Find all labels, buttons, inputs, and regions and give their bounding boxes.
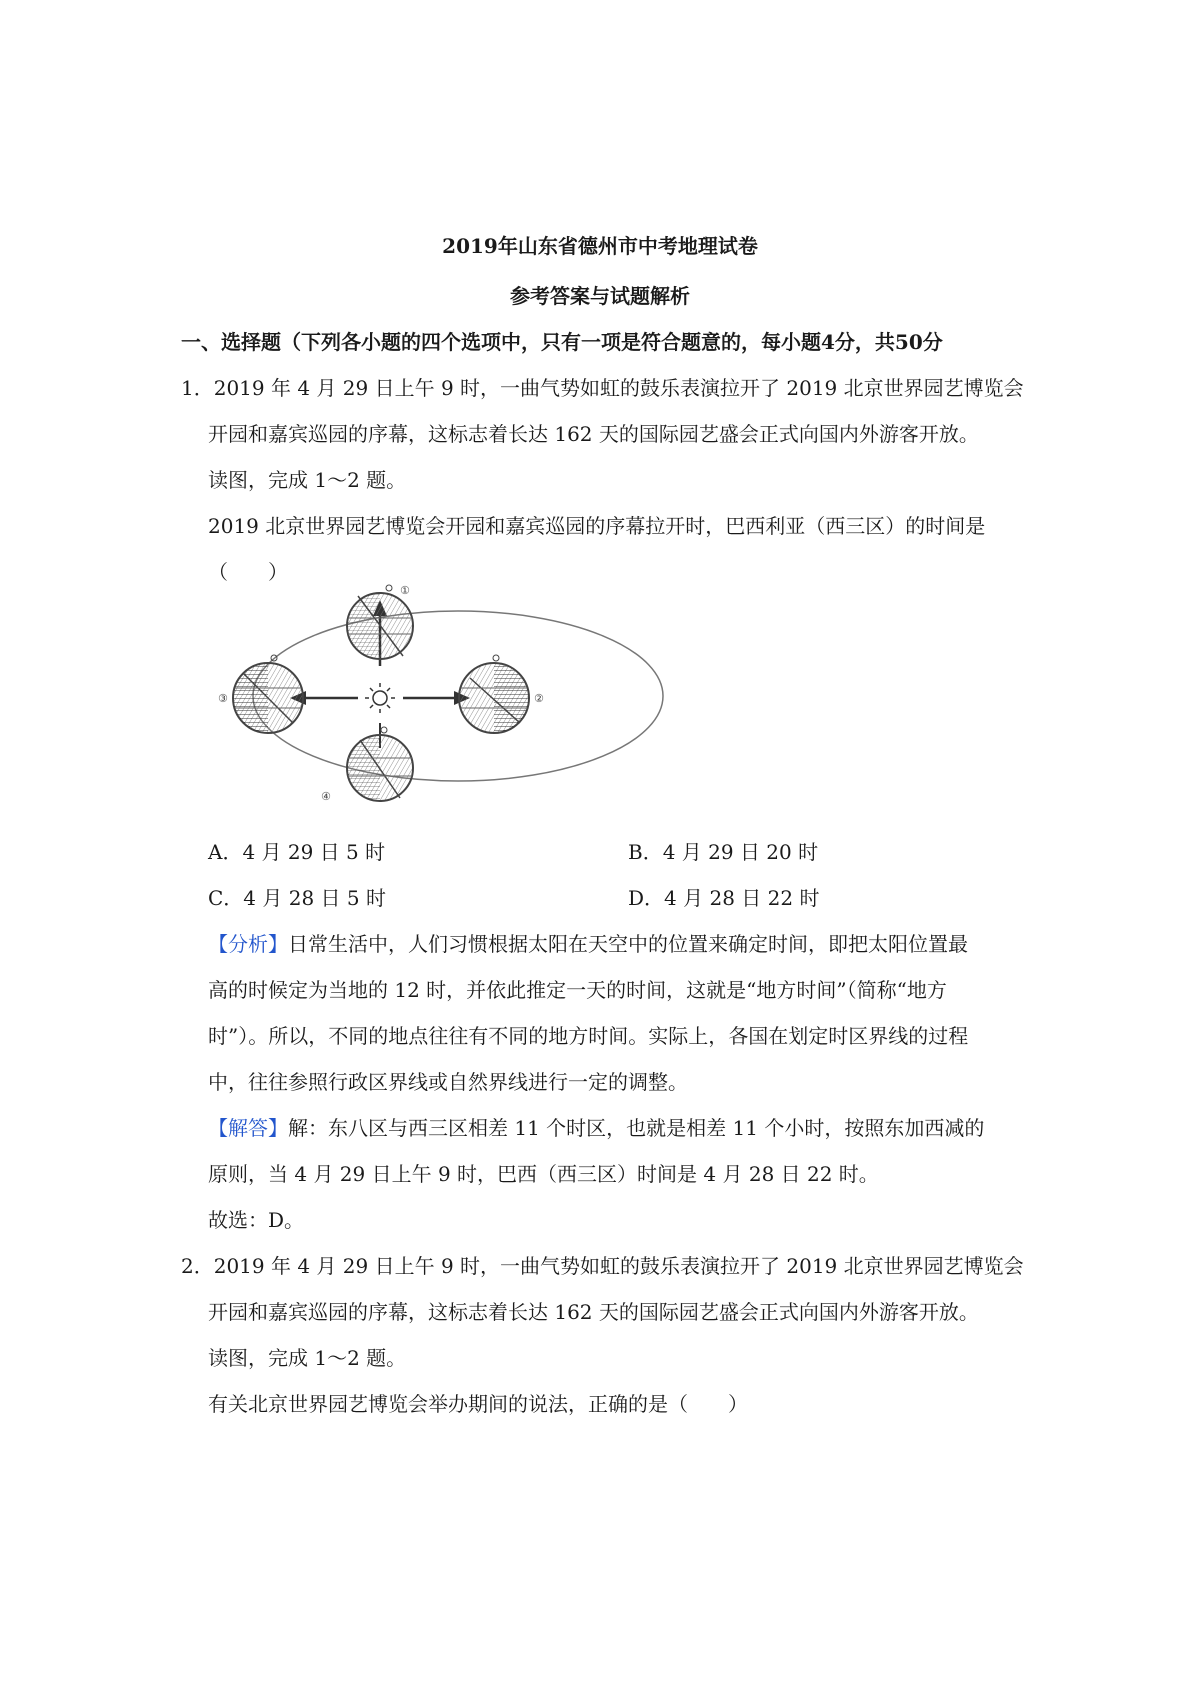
page-title: 2019年山东省德州市中考地理试卷 — [442, 234, 758, 258]
figure-label-2: ② — [534, 692, 544, 705]
analysis-text-1: 日常生活中，人们习惯根据太阳在天空中的位置来确定时间，即把太阳位置最 — [288, 932, 968, 956]
analysis-line-1 — [208, 930, 968, 958]
analysis-line-3: 时”）。所以，不同的地点往往有不同的地方时间。实际上，各国在划定时区界线的过程 — [208, 1024, 969, 1048]
answer-line-2: 原则，当 4 月 29 日上午 9 时，巴西（西三区）时间是 4 月 28 日 22 时。 — [208, 1162, 879, 1186]
globe-right-icon — [459, 655, 529, 733]
answer-line-3: 故选：D。 — [208, 1208, 305, 1232]
page-subtitle: 参考答案与试题解析 — [510, 284, 690, 308]
answer-line-1 — [208, 1114, 984, 1142]
q2-line-1: 2．2019 年 4 月 29 日上午 9 时，一曲气势如虹的鼓乐表演拉开了 2019 北京世界园艺博览会 — [181, 1254, 1024, 1278]
sun-icon — [365, 683, 395, 713]
analysis-line-2: 高的时候定为当地的 12 时，并依此推定一天的时间，这就是“地方时间”（简称“地方 — [208, 978, 947, 1002]
q1-option-a: A．4 月 29 日 5 时 — [208, 840, 386, 864]
q2-line-4: 有关北京世界园艺博览会举办期间的说法，正确的是（ ） — [208, 1392, 748, 1416]
q2-line-3: 读图，完成 1～2 题。 — [208, 1346, 407, 1370]
q1-line-4: 2019 北京世界园艺博览会开园和嘉宾巡园的序幕拉开时，巴西利亚（西三区）的时间是 — [208, 514, 986, 538]
analysis-line-4: 中，往往参照行政区界线或自然界线进行一定的调整。 — [208, 1070, 688, 1094]
q1-line-5: （ ） — [208, 560, 288, 584]
earth-orbit-figure — [208, 578, 713, 813]
q1-option-c: C．4 月 28 日 5 时 — [208, 886, 386, 910]
q1-line-1: 1．2019 年 4 月 29 日上午 9 时，一曲气势如虹的鼓乐表演拉开了 2019 北京世界园艺博览会 — [181, 376, 1024, 400]
q1-option-d: D．4 月 28 日 22 时 — [628, 886, 820, 910]
q1-line-3: 读图，完成 1～2 题。 — [208, 468, 407, 492]
figure-label-1: ① — [400, 584, 410, 597]
globe-left-icon — [233, 655, 303, 733]
answer-text-1: 解：东八区与西三区相差 11 个时区，也就是相差 11 个小时，按照东加西减的 — [288, 1116, 985, 1140]
q1-line-2: 开园和嘉宾巡园的序幕，这标志着长达 162 天的国际园艺盛会正式向国内外游客开放。 — [208, 422, 979, 446]
section-heading: 一、选择题（下列各小题的四个选项中，只有一项是符合题意的，每小题4分，共50分 — [181, 330, 943, 354]
figure-label-3: ③ — [218, 692, 228, 705]
analysis-tag: 【分析】 — [208, 932, 288, 956]
q1-option-b: B．4 月 29 日 20 时 — [628, 840, 819, 864]
answer-tag: 【解答】 — [208, 1116, 288, 1140]
globe-bottom-icon — [347, 727, 413, 801]
figure-label-4: ④ — [321, 790, 331, 803]
q2-line-2: 开园和嘉宾巡园的序幕，这标志着长达 162 天的国际园艺盛会正式向国内外游客开放。 — [208, 1300, 979, 1324]
